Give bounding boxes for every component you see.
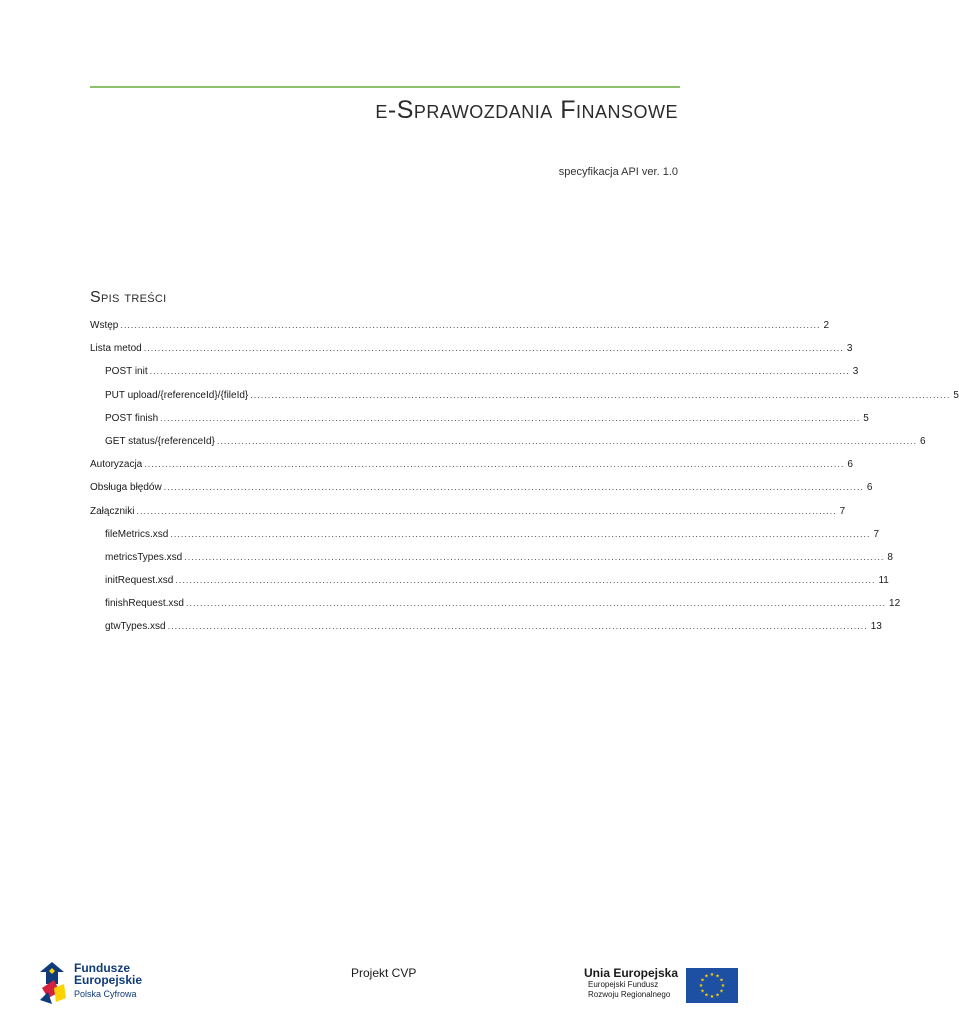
toc-leader-dots: ........................................................................................................................................................................................................	[120, 320, 821, 330]
eu-star-icon: ★	[709, 994, 715, 1001]
toc-leader-dots: ........................................................................................................................................................................................................	[184, 551, 885, 562]
document-title: e-Sprawozdania Finansowe	[375, 96, 678, 124]
toc-leader-dots: ........................................................................................................................................................................................................	[143, 343, 844, 354]
toc-entry-label: Obsługa błędów	[90, 482, 162, 494]
toc-entry-label: initRequest.xsd	[105, 575, 174, 587]
toc-entry-page: 2	[823, 320, 830, 331]
toc-entry-page: 8	[887, 551, 893, 563]
toc-entry[interactable]	[90, 384, 959, 407]
toc-entry[interactable]	[90, 430, 926, 453]
toc-leader-dots: ........................................................................................................................................................................................................	[175, 575, 876, 586]
eu-flag-icon	[686, 968, 738, 1003]
eu-line1: Unia Europejska	[584, 966, 679, 980]
toc-entry[interactable]	[90, 569, 889, 592]
fe-logo-text	[74, 962, 142, 1000]
toc-entry[interactable]	[90, 546, 893, 569]
toc-leader-dots: ........................................................................................................................................................................................................	[144, 459, 845, 470]
toc-leader-dots: ........................................................................................................................................................................................................	[250, 389, 951, 400]
toc-entry-page: 3	[852, 366, 859, 378]
eu-star-icon: ★	[719, 977, 724, 984]
toc-entry-label: fileMetrics.xsd	[105, 528, 169, 540]
toc-entry[interactable]	[90, 337, 853, 360]
toc-entry-label: GET status/{referenceId}	[105, 435, 215, 447]
fe-line2: Europejskie	[74, 973, 143, 987]
eu-star-icon: ★	[709, 972, 715, 979]
toc-leader-dots: ........................................................................................................................................................................................................	[160, 412, 861, 423]
document-subtitle: specyfikacja API ver. 1.0	[558, 166, 678, 178]
title-rule	[90, 86, 680, 88]
toc-entry[interactable]	[90, 523, 880, 546]
toc-leader-dots: ........................................................................................................................................................................................................	[185, 598, 887, 609]
eu-line3: Rozwoju Regionalnego	[588, 990, 671, 999]
toc-entry-label: Wstęp	[90, 320, 119, 331]
eu-star-icon: ★	[704, 992, 709, 999]
toc-leader-dots: ........................................................................................................................................................................................................	[136, 505, 837, 516]
toc-leader-dots: ........................................................................................................................................................................................................	[170, 528, 871, 539]
toc-entry-page: 12	[889, 598, 901, 610]
toc-heading: Spis treści	[90, 289, 167, 306]
toc-leader-dots: ........................................................................................................................................................................................................	[149, 366, 850, 377]
toc-entry-page: 13	[870, 621, 882, 633]
eu-star-icon: ★	[698, 983, 704, 990]
fe-line3: Polska Cyfrowa	[74, 989, 137, 999]
toc-entry-page: 6	[866, 482, 873, 494]
eu-star-icon: ★	[720, 983, 726, 990]
toc-entry[interactable]	[90, 592, 901, 615]
toc-entry[interactable]	[90, 500, 846, 523]
toc-entry-label: Autoryzacja	[90, 459, 143, 471]
toc-entry[interactable]	[90, 476, 873, 499]
toc-entry-label: POST init	[105, 366, 148, 378]
eu-star-icon: ★	[704, 973, 709, 980]
table-of-contents	[90, 314, 959, 639]
toc-entry-label: metricsTypes.xsd	[105, 551, 183, 563]
eu-star-icon: ★	[700, 988, 705, 995]
eu-logo-text	[584, 967, 678, 1000]
toc-entry-label: PUT upload/{referenceId}/{fileId}	[105, 389, 249, 401]
toc-entry-label: Lista metod	[90, 343, 142, 355]
eu-star-icon: ★	[715, 992, 720, 999]
fe-line1: Fundusze	[74, 961, 130, 975]
toc-entry[interactable]	[90, 453, 853, 476]
eu-star-icon: ★	[715, 973, 720, 980]
toc-entry-page: 11	[878, 575, 889, 587]
toc-entry-label: POST finish	[105, 412, 159, 424]
toc-entry[interactable]	[90, 615, 882, 638]
toc-entry-page: 7	[873, 528, 880, 540]
toc-entry-label: Załączniki	[90, 505, 135, 517]
toc-entry-label: finishRequest.xsd	[105, 598, 184, 610]
toc-leader-dots: ........................................................................................................................................................................................................	[163, 482, 864, 493]
toc-entry[interactable]	[90, 360, 859, 383]
toc-leader-dots: ........................................................................................................................................................................................................	[167, 621, 868, 632]
toc-entry-label: gtwTypes.xsd	[105, 621, 166, 633]
toc-entry-page: 5	[953, 389, 959, 401]
eu-star-icon: ★	[719, 988, 724, 995]
toc-entry-page: 6	[920, 435, 926, 447]
toc-entry-page: 5	[863, 412, 869, 424]
toc-entry-page: 7	[839, 505, 846, 517]
toc-entry[interactable]	[90, 314, 830, 337]
eu-star-icon: ★	[700, 977, 705, 984]
toc-entry-page: 3	[846, 343, 853, 355]
eu-line2: Europejski Fundusz	[588, 980, 659, 989]
toc-entry-page: 6	[847, 459, 853, 471]
footer-project: Projekt CVP	[351, 966, 417, 980]
toc-leader-dots: ........................................................................................................................................................................................................	[216, 435, 917, 446]
toc-entry[interactable]	[90, 407, 869, 430]
